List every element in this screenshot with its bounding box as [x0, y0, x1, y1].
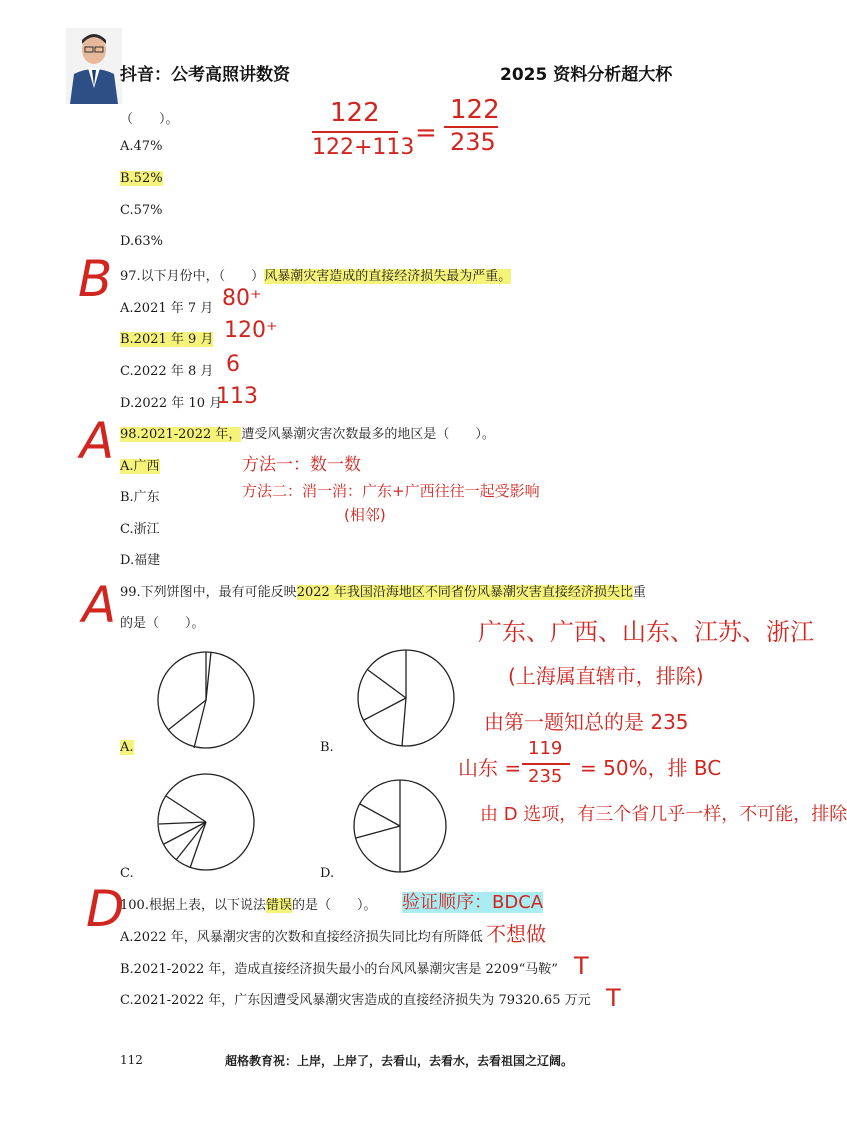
avatar: [66, 28, 122, 104]
q99-note-shandong: 山东 =: [458, 756, 522, 780]
q97-note-b: 120⁺: [224, 318, 278, 343]
q99-frac-line: [522, 763, 570, 765]
q98-option-a: A.广西: [120, 459, 160, 474]
q96-note-frac1-den: 122+113: [312, 135, 415, 160]
q100-option-b: B.2021-2022 年，造成直接经济损失最小的台风风暴潮灾害是 2209“马鞍”: [120, 962, 558, 977]
q97-option-a: A.2021 年 7 月: [120, 301, 214, 316]
pie-chart-a: [156, 650, 256, 750]
pie-label-d: D.: [320, 866, 335, 881]
header-right-title: 2025 资料分析超大杯: [500, 65, 673, 85]
q97-option-c: C.2022 年 8 月: [120, 364, 214, 379]
q96-note-frac2-num: 122: [450, 95, 500, 125]
pie-label-c: C.: [120, 866, 134, 881]
q99-note-frac-den: 235: [528, 766, 563, 787]
q97-answer-mark: B: [78, 250, 113, 308]
q99-stem-line1: 99.下列饼图中，最有可能反映2022 年我国沿海地区不同省份风暴潮灾害直接经济损失比重: [120, 585, 646, 600]
q97-stem: 97.以下月份中，（ ）风暴潮灾害造成的直接经济损失最为严重。: [120, 269, 512, 284]
footer-slogan: 超格教育祝：上岸，上岸了，去看山，去看水，去看祖国之辽阔。: [225, 1054, 574, 1068]
q99-note-total: 由第一题知总的是 235: [484, 710, 689, 734]
q97-option-d: D.2022 年 10 月: [120, 396, 223, 411]
q100-answer-mark: D: [86, 880, 125, 938]
q96-option-c: C.57%: [120, 203, 163, 218]
q100-note-b: T: [574, 952, 589, 980]
q99-note-option-d: 由 D 选项，有三个省几乎一样，不可能，排除: [480, 804, 847, 825]
q99-note-shanghai: (上海属直辖市，排除): [508, 664, 704, 688]
q99-stem-line2: 的是（ ）。: [120, 616, 205, 631]
q99-note-percent: = 50%，排 BC: [580, 756, 722, 780]
q100-verify-note: 验证顺序：BDCA: [402, 892, 544, 913]
pie-chart-c: [156, 772, 256, 872]
pie-label-a: A.: [120, 740, 134, 755]
q96-option-d: D.63%: [120, 234, 163, 249]
q100-stem: 100.根据上表，以下说法错误的是（ ）。: [120, 898, 377, 913]
q100-option-a: A.2022 年，风暴潮灾害的次数和直接经济损失同比均有所降低: [120, 930, 483, 945]
q96-note-frac2-den: 235: [450, 128, 496, 156]
q100-note-a: 不想做: [486, 922, 546, 946]
q98-stem: 98.2021-2022 年，遭受风暴潮灾害次数最多的地区是（ ）。: [120, 427, 495, 442]
q100-option-c: C.2021-2022 年，广东因遭受风暴潮灾害造成的直接经济损失为 79320.65 万元: [120, 993, 591, 1008]
q100-note-c: T: [606, 984, 621, 1012]
pie-chart-b: [356, 648, 456, 748]
q99-note-provinces: 广东、广西、山东、江苏、浙江: [478, 618, 814, 646]
q96-frac1-line: [312, 131, 398, 133]
q98-note-method2: 方法二：消一消：广东+广西往往一起受影响: [242, 482, 540, 500]
q98-answer-mark: A: [80, 412, 115, 470]
q97-note-d: 113: [216, 384, 258, 409]
q98-option-d: D.福建: [120, 553, 161, 568]
q97-note-c: 6: [226, 352, 240, 377]
q99-answer-mark: A: [82, 576, 117, 634]
pie-label-b: B.: [320, 740, 334, 755]
header-left-title: 抖音：公考高照讲数资: [120, 65, 290, 85]
q97-note-a: 80⁺: [222, 286, 262, 311]
pie-chart-d: [352, 778, 448, 874]
page-number: 112: [120, 1053, 143, 1067]
q96-option-a: A.47%: [120, 139, 163, 154]
q99-note-frac-num: 119: [528, 738, 563, 759]
q98-note-method1: 方法一：数一数: [242, 455, 361, 475]
q98-note-adjacent: (相邻): [344, 506, 386, 524]
q96-stem-tail: （ ）。: [120, 112, 179, 127]
q98-option-b: B.广东: [120, 490, 160, 505]
q96-note-frac1-num: 122: [330, 98, 380, 128]
q96-option-b: B.52%: [120, 171, 163, 186]
q97-option-b: B.2021 年 9 月: [120, 332, 214, 347]
q98-option-c: C.浙江: [120, 522, 160, 537]
q96-note-eq: =: [415, 118, 437, 148]
